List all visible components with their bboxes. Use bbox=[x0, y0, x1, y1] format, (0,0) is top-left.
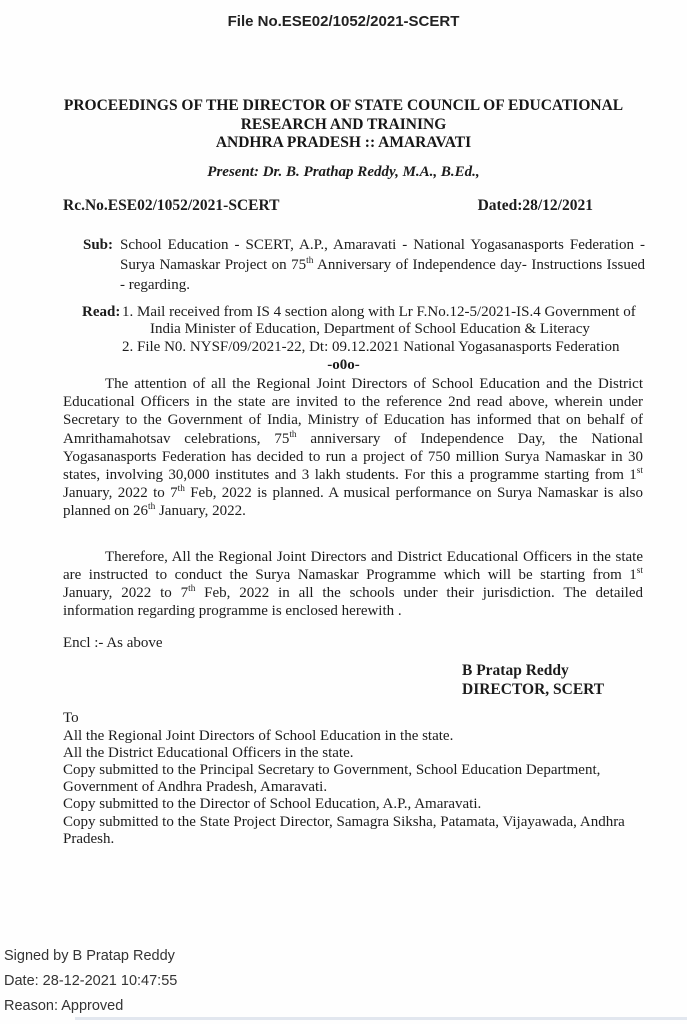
body-paragraph-1: The attention of all the Regional Joint Directors of School Education and the District Educational Officers in the state are invited to the reference 2nd read above, wherein under Secretary to the Government of India, Ministry of Education has informed that on behalf of Amrithamahotsav celebrations, 75th anniversary of Independence Day, the National Yogasanasports Federation has decided to run a project of 750 million Surya Namaskar in 30 states, involving 30,000 institutes and 3 lakh students. For this a programme starting from 1st January, 2022 to 7th Feb, 2022 is planned. A musical performance on Surya Namaskar is also planned on 26th January, 2022. bbox=[63, 376, 644, 520]
read-item: 1. Mail received from IS 4 section along with Lr F.No.12-5/2021-IS.4 Government of India Minister of Education, Department of School Education & Literacy bbox=[122, 303, 636, 337]
signed-by-line: Signed by B Pratap Reddy bbox=[4, 948, 175, 964]
read-items bbox=[122, 304, 645, 357]
dated: Dated:28/12/2021 bbox=[477, 196, 593, 214]
read-label: Read: bbox=[82, 303, 121, 320]
document-title bbox=[0, 97, 687, 153]
subject-label: Sub: bbox=[83, 236, 114, 253]
section-separator: -o0o- bbox=[327, 357, 360, 373]
addressee-line: All the District Educational Officers in the state. bbox=[63, 744, 354, 761]
digital-signature-block bbox=[4, 944, 177, 1019]
read-item: 2. File N0. NYSF/09/2021-22, Dt: 09.12.2021 National Yogasanasports Federation bbox=[122, 338, 620, 355]
addressee-block bbox=[63, 710, 649, 848]
signed-date-line: Date: 28-12-2021 10:47:55 bbox=[4, 973, 178, 989]
addressee-line: Pradesh. bbox=[63, 830, 115, 847]
file-number: File No.ESE02/1052/2021-SCERT bbox=[227, 13, 460, 30]
body-paragraph-2: Therefore, All the Regional Joint Directors and District Educational Officers in the state are instructed to conduct the Surya Namaskar Programme which will be starting from 1st January, 2022 to 7th Feb, 2022 in all the schools under their jurisdiction. The detailed information regarding programme is enclosed herewith . bbox=[63, 548, 644, 620]
superscript: st bbox=[636, 466, 643, 477]
superscript: th bbox=[289, 429, 297, 440]
superscript: th bbox=[147, 502, 156, 513]
superscript: st bbox=[636, 565, 643, 576]
signatory-title: DIRECTOR, SCERT bbox=[462, 681, 605, 699]
read-section bbox=[82, 304, 645, 357]
superscript: th bbox=[177, 484, 185, 495]
scan-artifact-line bbox=[75, 1017, 687, 1020]
title-line-3: ANDHRA PRADESH :: AMARAVATI bbox=[215, 134, 472, 151]
addressee-line: Government of Andhra Pradesh, Amaravati. bbox=[63, 779, 328, 796]
title-line-2: RESEARCH AND TRAINING bbox=[240, 115, 447, 133]
title-line-1: PROCEEDINGS OF THE DIRECTOR OF STATE COUNCIL OF EDUCATIONAL bbox=[63, 97, 624, 114]
rc-number: Rc.No.ESE02/1052/2021-SCERT bbox=[63, 196, 280, 214]
subject-section bbox=[83, 235, 645, 295]
signatory-name: B Pratap Reddy bbox=[462, 662, 569, 680]
superscript: th bbox=[306, 255, 314, 266]
reference-row bbox=[63, 197, 593, 215]
superscript: th bbox=[188, 584, 196, 595]
addressee-line: Copy submitted to the State Project Director, Samagra Siksha, Patamata, Vijayawada, Andhra bbox=[63, 813, 625, 830]
subject-text: School Education - SCERT, A.P., Amaravati - National Yogasanasports Federation - Surya Namaskar Project on 75th Anniversary of Independence day- Instructions Issued - regarding. bbox=[120, 236, 645, 293]
signed-reason-line: Reason: Approved bbox=[4, 998, 124, 1014]
addressee-line: Copy submitted to the Director of School Education, A.P., Amaravati. bbox=[63, 796, 482, 813]
enclosure-note: Encl :- As above bbox=[63, 635, 163, 652]
addressee-line: To bbox=[63, 710, 79, 727]
signature-block bbox=[462, 661, 687, 699]
present-line: Present: Dr. B. Prathap Reddy, M.A., B.Ed., bbox=[207, 163, 480, 180]
addressee-line: Copy submitted to the Principal Secretary to Government, School Education Department, bbox=[63, 762, 601, 779]
addressee-line: All the Regional Joint Directors of School Education in the state. bbox=[63, 727, 454, 744]
